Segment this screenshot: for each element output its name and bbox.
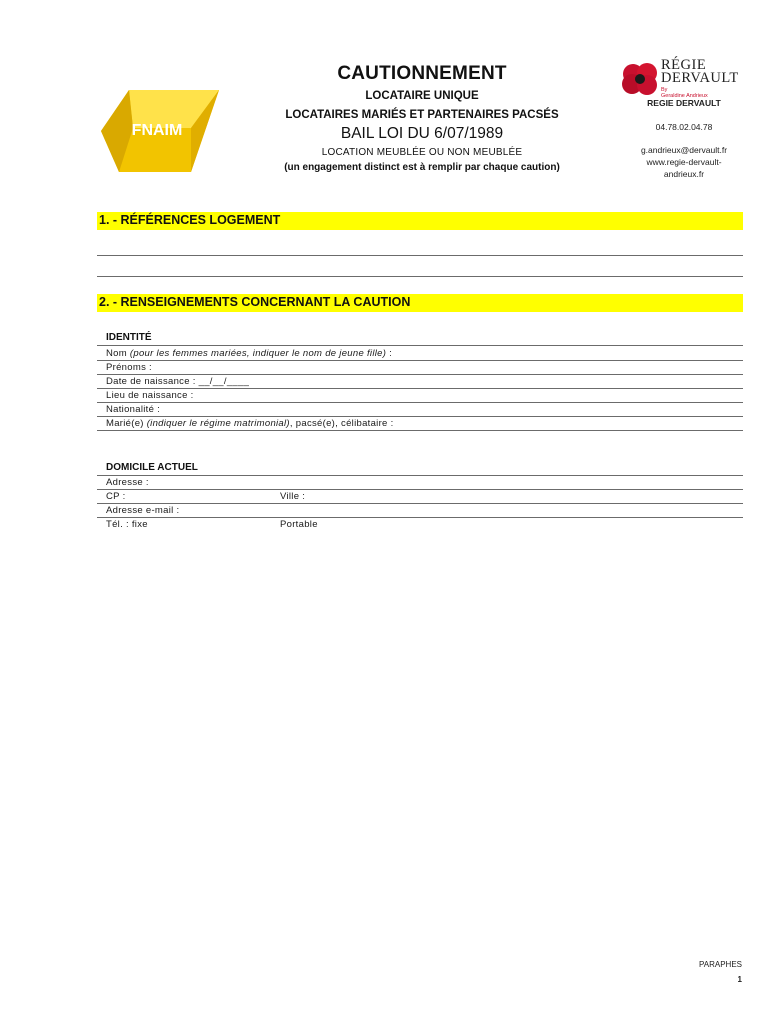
agency-website-line1[interactable]: www.regie-dervault- bbox=[646, 157, 722, 167]
agency-brand-line2: DERVAULT bbox=[661, 70, 739, 86]
cp-ville-line bbox=[97, 503, 743, 504]
page-number: 1 bbox=[737, 975, 742, 984]
section-2-title: 2. - RENSEIGNEMENTS CONCERNANT LA CAUTION bbox=[99, 295, 411, 309]
nom-line bbox=[97, 360, 743, 361]
lieu-naissance-field[interactable]: Lieu de naissance : bbox=[106, 390, 194, 401]
lieu-naissance-line bbox=[97, 402, 743, 403]
agency-name: REGIE DERVAULT bbox=[647, 98, 721, 108]
nom-field[interactable] bbox=[106, 348, 392, 359]
agency-by-line2: Geraldine Andrieux bbox=[661, 93, 708, 99]
adresse-field[interactable]: Adresse : bbox=[106, 477, 149, 488]
tel-fixe-field[interactable]: Tél. : fixe bbox=[106, 519, 148, 530]
agency-by-line1: By bbox=[661, 87, 668, 93]
agency-email[interactable]: g.andrieux@dervault.fr bbox=[640, 145, 728, 155]
subtitle-bail-loi: BAIL LOI DU 6/07/1989 bbox=[340, 125, 504, 142]
agency-brand-line1: RÉGIE bbox=[661, 57, 707, 73]
fnaim-logo-text: FNAIM bbox=[131, 122, 183, 139]
poppy-flower-icon bbox=[622, 62, 658, 96]
nom-note: (pour les femmes mariées, indiquer le nom de jeune fille) bbox=[129, 348, 387, 359]
section-1-title: 1. - RÉFÉRENCES LOGEMENT bbox=[99, 213, 281, 227]
portable-field[interactable]: Portable bbox=[280, 519, 318, 530]
cp-field[interactable]: CP : bbox=[106, 491, 126, 502]
subtitle-locataire-unique: LOCATAIRE UNIQUE bbox=[365, 90, 479, 102]
adresse-line bbox=[97, 489, 743, 490]
domicile-heading: DOMICILE ACTUEL bbox=[106, 462, 198, 473]
references-line-2[interactable] bbox=[97, 276, 743, 277]
nom-suffix: : bbox=[386, 348, 393, 359]
agency-brand bbox=[661, 59, 739, 85]
fnaim-logo bbox=[97, 88, 221, 174]
date-naissance-line bbox=[97, 388, 743, 389]
marie-suffix: , pacsé(e), célibataire : bbox=[289, 418, 394, 429]
page-title: CAUTIONNEMENT bbox=[337, 63, 507, 84]
prenoms-field[interactable]: Prénoms : bbox=[106, 362, 152, 373]
references-line-1[interactable] bbox=[97, 255, 743, 256]
subtitle-location-meublee: LOCATION MEUBLÉE OU NON MEUBLÉE bbox=[321, 147, 523, 158]
identite-rule bbox=[97, 345, 743, 346]
section-references-logement bbox=[97, 212, 743, 230]
agency-phone: 04.78.02.04.78 bbox=[655, 122, 713, 132]
nationalite-line bbox=[97, 416, 743, 417]
subtitle-engagement-note: (un engagement distinct est à remplir par chaque caution) bbox=[284, 162, 560, 173]
email-field[interactable]: Adresse e-mail : bbox=[106, 505, 180, 516]
marie-label: Marié(e) bbox=[106, 418, 144, 429]
domicile-rule bbox=[97, 475, 743, 476]
marie-note: (indiquer le régime matrimonial) bbox=[146, 418, 290, 429]
nationalite-field[interactable]: Nationalité : bbox=[106, 404, 161, 415]
paraphes-label: PARAPHES bbox=[699, 960, 742, 969]
email-line bbox=[97, 517, 743, 518]
date-naissance-field[interactable]: Date de naissance : __/__/____ bbox=[106, 376, 250, 387]
nom-label: Nom bbox=[106, 348, 127, 359]
prenoms-line bbox=[97, 374, 743, 375]
situation-maritale-line bbox=[97, 430, 743, 431]
agency-contact bbox=[618, 144, 750, 180]
subtitle-locataires-maries: LOCATAIRES MARIÉS ET PARTENAIRES PACSÉS bbox=[285, 109, 559, 121]
identite-heading: IDENTITÉ bbox=[106, 332, 152, 343]
ville-field[interactable]: Ville : bbox=[280, 491, 306, 502]
agency-website-line2[interactable]: andrieux.fr bbox=[663, 169, 705, 179]
section-renseignements-caution bbox=[97, 294, 743, 312]
situation-maritale-field[interactable] bbox=[106, 418, 394, 429]
